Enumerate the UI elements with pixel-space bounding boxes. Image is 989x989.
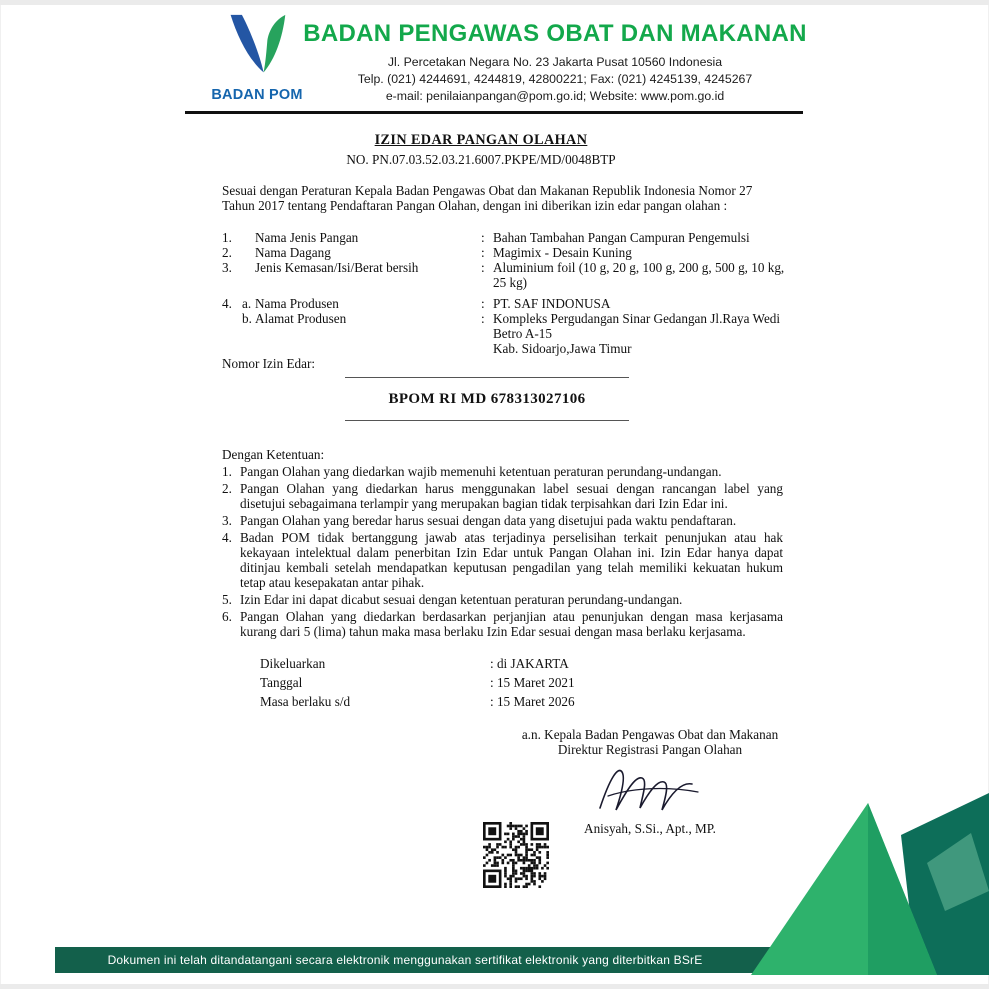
condition-text: Pangan Olahan yang diedarkan wajib memenuhi ketentuan peraturan perundang-undangan. xyxy=(240,464,722,479)
condition-text: Izin Edar ini dapat dicabut sesuai dengan ketentuan peraturan perundang-undangan. xyxy=(240,592,683,607)
item-number: 3. xyxy=(222,260,232,275)
product-details-list xyxy=(222,230,793,356)
condition-item xyxy=(222,592,783,607)
list-item xyxy=(222,296,793,311)
email-website-line: e-mail: penilaianpangan@pom.go.id; Website: www.pom.go.id xyxy=(385,89,725,104)
issue-label: Masa berlaku s/d xyxy=(260,694,351,709)
address-line: Jl. Percetakan Negara No. 23 Jakarta Pusat 10560 Indonesia xyxy=(387,55,723,69)
item-colon: : xyxy=(481,245,485,260)
item-value: Aluminium foil (10 g, 20 g, 100 g, 200 g, 500 g, 10 kg, 25 kg) xyxy=(493,260,785,290)
license-divider-bottom xyxy=(345,420,629,421)
license-number-box xyxy=(345,377,629,421)
item-number: 1. xyxy=(222,230,232,245)
issue-label: Dikeluarkan xyxy=(260,656,326,671)
bottom-edge-strip xyxy=(0,984,989,989)
item-value: PT. SAF INDONUSA xyxy=(493,296,611,311)
corner-decoration-icon xyxy=(749,789,989,975)
footer-note: Dokumen ini telah ditandatangani secara elektronik menggunakan sertifikat elektronik yang diterbitkan BSrE xyxy=(107,953,703,967)
top-edge-strip xyxy=(0,0,989,5)
badan-pom-logo xyxy=(205,10,309,103)
conditions-heading: Dengan Ketentuan: xyxy=(222,447,325,462)
condition-item xyxy=(222,513,783,528)
item-label: Nama Produsen xyxy=(255,296,339,311)
issue-value: : di JAKARTA xyxy=(490,656,569,671)
signature-role: Direktur Registrasi Pangan Olahan xyxy=(557,742,743,757)
issue-row xyxy=(260,694,680,709)
condition-text: Badan POM tidak bertanggung jawab atas terjadinya perselisihan terkait penunjukan atau hak kekayaan intelektual dalam penerbitan Izin Edar untuk Pangan Olahan ini. Izin Edar hanya dapat ditinjau kembali setelah mendapatkan keputusan pengadilan yang telah memiliki kekuatan hukum tetap atau kesepakatan antar pihak. xyxy=(240,530,783,590)
item-label: Jenis Kemasan/Isi/Berat bersih xyxy=(255,260,419,275)
issue-label: Tanggal xyxy=(260,675,303,690)
document-heading xyxy=(172,133,790,167)
qr-code xyxy=(483,822,549,888)
item-label: Alamat Produsen xyxy=(255,311,347,326)
license-number-label: Nomor Izin Edar: xyxy=(222,356,316,371)
item-number: 4. xyxy=(222,296,232,311)
condition-number: 2. xyxy=(222,481,232,496)
condition-item xyxy=(222,464,783,479)
condition-number: 4. xyxy=(222,530,232,545)
intro-paragraph: Sesuai dengan Peraturan Kepala Badan Pengawas Obat dan Makanan Republik Indonesia Nomor 27 Tahun 2017 tentang Pendaftaran Pangan Olahan, dengan ini diberikan izin edar pangan olahan : xyxy=(222,183,753,213)
issue-value: : 15 Maret 2026 xyxy=(490,694,575,709)
item-colon: : xyxy=(481,230,485,245)
condition-item xyxy=(222,530,783,590)
condition-number: 6. xyxy=(222,609,232,624)
condition-number: 3. xyxy=(222,513,232,528)
condition-item xyxy=(222,609,783,639)
condition-number: 5. xyxy=(222,592,232,607)
item-subletter: b. xyxy=(242,311,252,326)
handwritten-signature-icon xyxy=(590,760,710,816)
item-value xyxy=(493,311,793,356)
item-value: Magimix - Desain Kuning xyxy=(493,245,632,260)
license-number: BPOM RI MD 678313027106 xyxy=(388,391,586,407)
issue-details xyxy=(260,656,680,713)
document-title: IZIN EDAR PANGAN OLAHAN xyxy=(374,132,588,148)
condition-text: Pangan Olahan yang diedarkan harus menggunakan label sesuai dengan rancangan label yang disetujui sebagaimana terlampir yang merupakan bagian tidak terpisahkan dari Izin Edar ini. xyxy=(240,481,783,511)
item-label: Nama Dagang xyxy=(255,245,331,260)
organization-name: BADAN PENGAWAS OBAT DAN MAKANAN xyxy=(303,20,807,47)
item-number xyxy=(222,311,242,356)
issue-value: : 15 Maret 2021 xyxy=(490,675,575,690)
list-item xyxy=(222,311,793,356)
badan-pom-logo-icon xyxy=(224,10,290,80)
list-item xyxy=(222,245,793,260)
qr-code-icon xyxy=(483,822,549,888)
condition-item xyxy=(222,481,783,511)
document-number: NO. PN.07.03.52.03.21.6007.PKPE/MD/0048BTP xyxy=(346,152,616,167)
signatory-name: Anisyah, S.Si., Apt., MP. xyxy=(584,821,716,836)
item-subletter: a. xyxy=(242,296,252,311)
condition-text: Pangan Olahan yang diedarkan berdasarkan perjanjian atau penunjukan dengan masa kerjasama kurang dari 5 (lima) tahun maka masa berlaku Izin Edar sesuai dengan masa berlaku kerjasama. xyxy=(240,609,783,639)
item-colon: : xyxy=(481,260,485,275)
letterhead xyxy=(300,20,810,105)
condition-number: 1. xyxy=(222,464,232,479)
list-item xyxy=(222,230,793,245)
signature-on-behalf: a.n. Kepala Badan Pengawas Obat dan Makanan xyxy=(521,727,779,742)
logo-text: BADAN POM xyxy=(211,87,303,103)
issue-row xyxy=(260,675,680,690)
phone-fax-line: Telp. (021) 4244691, 4244819, 42800221; Fax: (021) 4245139, 4245267 xyxy=(357,72,753,87)
header-divider xyxy=(185,111,803,114)
item-label: Nama Jenis Pangan xyxy=(255,230,359,245)
conditions-list xyxy=(222,464,783,641)
item-value: Bahan Tambahan Pangan Campuran Pengemulsi xyxy=(493,230,750,245)
item-number: 2. xyxy=(222,245,232,260)
list-item xyxy=(222,260,793,290)
item-colon: : xyxy=(481,296,485,311)
item-colon: : xyxy=(481,311,485,326)
condition-text: Pangan Olahan yang beredar harus sesuai dengan data yang disetujui pada waktu pendaftaran. xyxy=(240,513,737,528)
item-value-line: Kab. Sidoarjo,Jawa Timur xyxy=(493,341,632,356)
issue-row xyxy=(260,656,680,671)
item-value-line: Kompleks Pergudangan Sinar Gedangan Jl.Raya Wedi Betro A-15 xyxy=(493,311,781,341)
